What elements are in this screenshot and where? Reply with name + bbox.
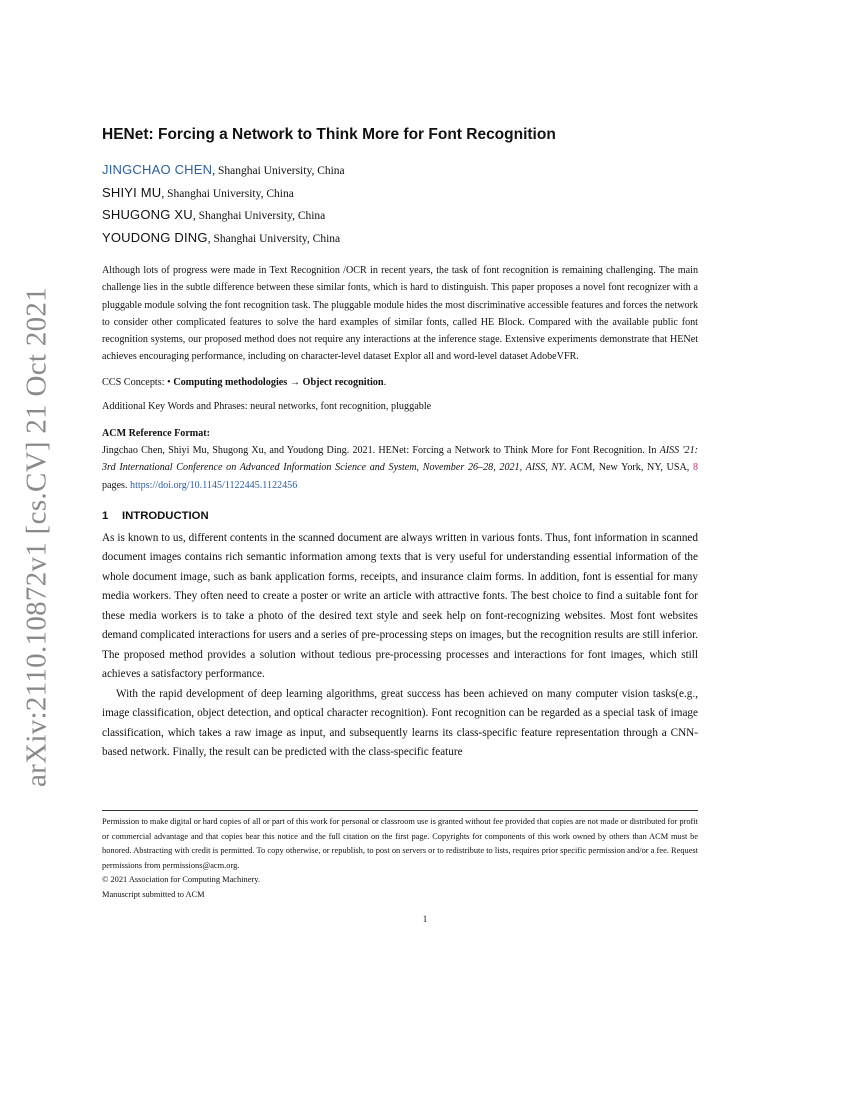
ccs-suffix: . [383,376,387,388]
ccs-concepts [102,376,698,390]
author-entry [102,204,698,227]
section-title: INTRODUCTION [122,509,209,522]
author-name-link[interactable]: JINGCHAO CHEN [102,162,213,177]
body-paragraph: As is known to us, different contents in the scanned document are always written in various fonts. Thus, font information in scanned document images contains rich semantic information among texts that is very useful for understanding essential information of the whole document image, such as bank application forms, receipts, and insurance claim forms. In addition, font is essential for many media workers. They often need to create a poster or write an article with attractive fonts. The best choice to find a suitable font for these media workers is to take a photo of the desired text style and seek help on font-recognizing websites. Most font websites demand complicated interactions for users and a series of pre-processing steps on images, but the recognition results are still inferior. The proposed method provides a solution without tedious pre-processing processes and interactions for font images, which still achieves a satisfactory performance. [102,531,698,681]
page-count-link[interactable]: 8 [692,462,698,474]
author-list [102,159,698,249]
author-entry [102,182,698,205]
keywords: Additional Key Words and Phrases: neural networks, font recognition, pluggable [102,400,432,412]
acm-reference-pages-suffix: pages. [102,479,131,491]
body-paragraph: With the rapid development of deep learning algorithms, great success has been achieved on many computer vision tasks(e.g., image classification, object detection, and optical character recognition). Font recognition can be regarded as a special task of image classification, which takes a raw image as input, and subsequently learns its class-specific feature representation through a CNN-based network. Finally, the result can be predicted with the class-specific feature [102,687,698,759]
permission-notice: Permission to make digital or hard copies of all or part of this work for personal or classroom use is granted without fee provided that copies are not made or distributed for profit or commercial advantage and that copies bear this notice and the full citation on the first page. Copyrights for components of this work owned by others than ACM must be honored. Abstracting with credit is permitted. To copy otherwise, or republish, to post on servers or to redistribute to lists, requires prior specific permission and/or a fee. Request permissions from permissions@acm.org. [102,817,698,870]
author-entry [102,227,698,250]
author-name: YOUDONG DING [102,229,208,245]
acm-reference-venue: AISS '21: 3rd International Conference on Advanced Information Science and System, November 26–28, 2021, AISS, NY [102,445,698,474]
footnote-block [102,810,698,903]
author-entry [102,159,698,182]
doi-link[interactable]: https://doi.org/10.1145/1122445.1122456 [130,479,298,491]
author-name: SHUGONG XU [102,207,193,222]
page-number: 1 [422,914,428,924]
author-name: SHIYI MU [102,184,162,200]
acm-reference-format [102,425,698,494]
acm-reference-text: Jingchao Chen, Shiyi Mu, Shugong Xu, and Youdong Ding. 2021. HENet: Forcing a Network to Think More for Font Recognition. In [102,445,660,457]
author-affiliation: , Shanghai University, China [212,165,345,177]
author-affiliation: , Shanghai University, China [161,187,294,200]
copyright-notice: © 2021 Association for Computing Machinery. [102,875,260,885]
ccs-prefix: CCS Concepts: • [102,376,174,388]
abstract: Although lots of progress were made in Text Recognition /OCR in recent years, the task of font recognition is remaining challenging. The main challenge lies in the subtle difference between these similar fonts, which is hard to distinguish. This paper proposes a novel font recognizer with a pluggable module solving the font recognition task. The pluggable module hides the most discriminative accessible features and forces the network to consider other complicated features to solve the hard examples of similar fonts, called HE Block. Compared with the available public font recognition systems, our proposed method does not require any interactions at the inference stage. Extensive experiments demonstrate that HENet achieves encouraging performance, including on character-level dataset Explor all and word-level dataset AdobeVFR. [102,265,698,363]
author-affiliation: , Shanghai University, China [207,232,341,245]
ccs-concept: Computing methodologies → Object recognition [173,376,384,388]
acm-reference-heading: ACM Reference Format: [102,427,210,439]
paper-first-page [102,126,698,763]
section-heading [102,510,698,522]
section-number: 1 [102,509,109,522]
author-affiliation: , Shanghai University, China [192,210,326,222]
acm-reference-text-middle: . ACM, New York, NY, USA, [563,462,693,474]
arxiv-identifier-stamp: arXiv:2110.10872v1 [cs.CV] 21 Oct 2021 [20,286,53,788]
manuscript-notice: Manuscript submitted to ACM [102,889,205,899]
paper-title: HENet: Forcing a Network to Think More for Font Recognition [102,126,556,143]
